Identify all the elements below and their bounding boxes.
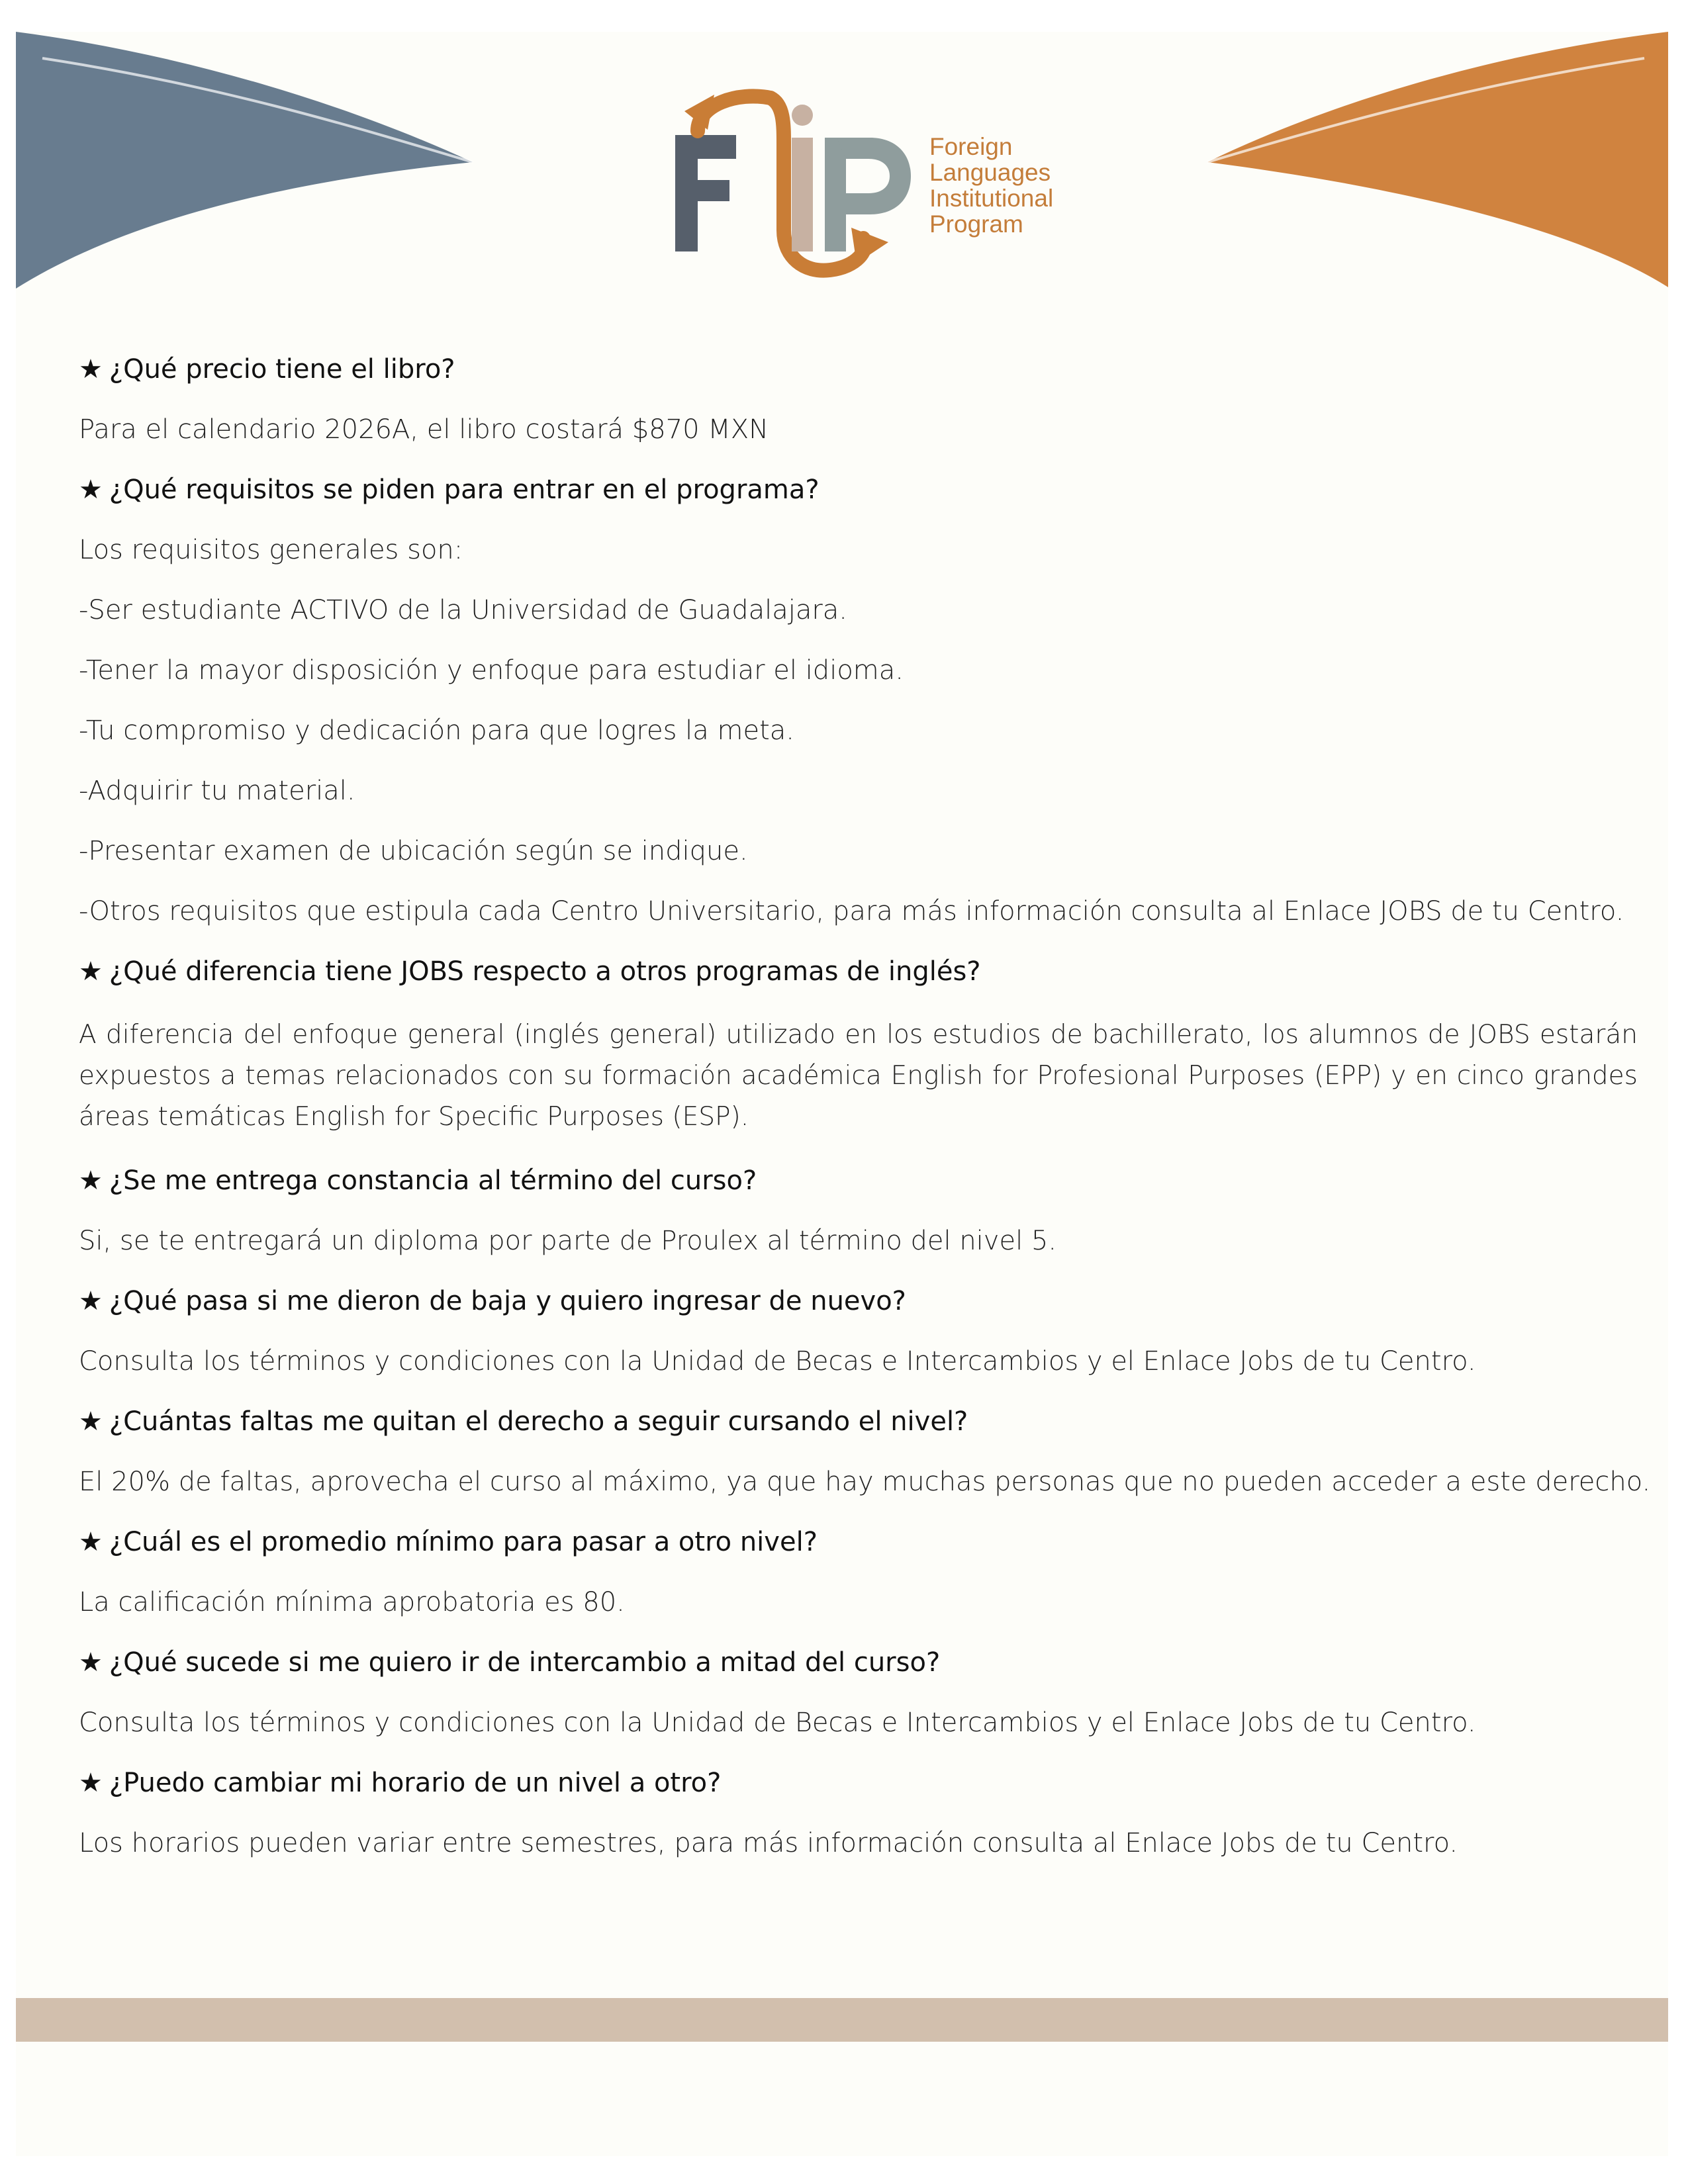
faq-answer: El 20% de faltas, aprovecha el curso al máximo, ya que hay muchas personas que no pueden acceder a este derecho. (79, 1467, 1651, 1497)
faq-answer: A diferencia del enfoque general (inglés general) utilizado en los estudios de bachillerato, los alumnos de JOBS estarán expuestos a temas relacionados con su formación académica English for Profesional Purposes (EPP) y en cinco grandes áreas temáticas English for Specific Purposes (ESP). (79, 1020, 1638, 1132)
page-header-graphic (16, 32, 1668, 296)
faq-question: ★ ¿Qué pasa si me dieron de baja y quiero ingresar de nuevo? (79, 1286, 906, 1316)
star-icon: ★ (79, 1286, 103, 1316)
logo-line-institutional: Institutional (929, 185, 1054, 212)
star-icon: ★ (79, 956, 103, 987)
star-icon: ★ (79, 1527, 103, 1557)
faq-answer: Los requisitos generales son: (79, 535, 463, 565)
faq-answer: -Ser estudiante ACTIVO de la Universidad de Guadalajara. (79, 595, 848, 625)
document-page (16, 32, 1668, 2156)
flip-logo-mark (675, 95, 911, 271)
faq-question: ★ ¿Qué sucede si me quiero ir de intercambio a mitad del curso? (79, 1647, 941, 1678)
faq-answer: Consulta los términos y condiciones con la Unidad de Becas e Intercambios y el Enlace Jobs de tu Centro. (79, 1707, 1476, 1738)
logo-line-foreign: Foreign (929, 133, 1013, 160)
footer-band (16, 1998, 1668, 2042)
faq-answer: -Otros requisitos que estipula cada Centro Universitario, para más información consulta al Enlace JOBS de tu Centro. (79, 896, 1624, 927)
star-icon: ★ (79, 1406, 103, 1437)
star-icon: ★ (79, 1165, 103, 1196)
faq-answer: -Adquirir tu material. (79, 776, 355, 806)
faq-answer: La calificación mínima aprobatoria es 80. (79, 1587, 625, 1617)
star-icon: ★ (79, 1647, 103, 1678)
faq-question: ★ ¿Qué precio tiene el libro? (79, 354, 455, 385)
faq-content (79, 352, 1651, 1886)
blue-swoosh-decoration (16, 32, 473, 289)
faq-answer: Para el calendario 2026A, el libro costará $870 MXN (79, 414, 769, 445)
faq-answer: -Presentar examen de ubicación según se indique. (79, 836, 748, 866)
faq-answer: -Tu compromiso y dedicación para que logres la meta. (79, 715, 794, 746)
logo-line-languages: Languages (929, 159, 1051, 186)
star-icon: ★ (79, 1768, 103, 1798)
logo-line-program: Program (929, 210, 1023, 238)
faq-answer: Si, se te entregará un diploma por parte de Proulex al término del nivel 5. (79, 1226, 1057, 1256)
orange-swoosh-decoration (1207, 32, 1668, 287)
faq-question: ★ ¿Cuántas faltas me quitan el derecho a seguir cursando el nivel? (79, 1406, 968, 1437)
faq-question: ★ ¿Puedo cambiar mi horario de un nivel a otro? (79, 1768, 722, 1798)
faq-question: ★ ¿Qué diferencia tiene JOBS respecto a otros programas de inglés? (79, 956, 981, 987)
faq-question: ★ ¿Se me entrega constancia al término del curso? (79, 1165, 757, 1196)
star-icon: ★ (79, 475, 103, 505)
faq-answer: Los horarios pueden variar entre semestres, para más información consulta al Enlace Jobs de tu Centro. (79, 1828, 1458, 1858)
faq-answer: -Tener la mayor disposición y enfoque para estudiar el idioma. (79, 655, 904, 686)
faq-answer: Consulta los términos y condiciones con la Unidad de Becas e Intercambios y el Enlace Jobs de tu Centro. (79, 1346, 1476, 1377)
star-icon: ★ (79, 354, 103, 385)
faq-question: ★ ¿Cuál es el promedio mínimo para pasar a otro nivel? (79, 1527, 818, 1557)
logo-wordmark (929, 134, 1053, 237)
faq-question: ★ ¿Qué requisitos se piden para entrar en el programa? (79, 475, 820, 505)
